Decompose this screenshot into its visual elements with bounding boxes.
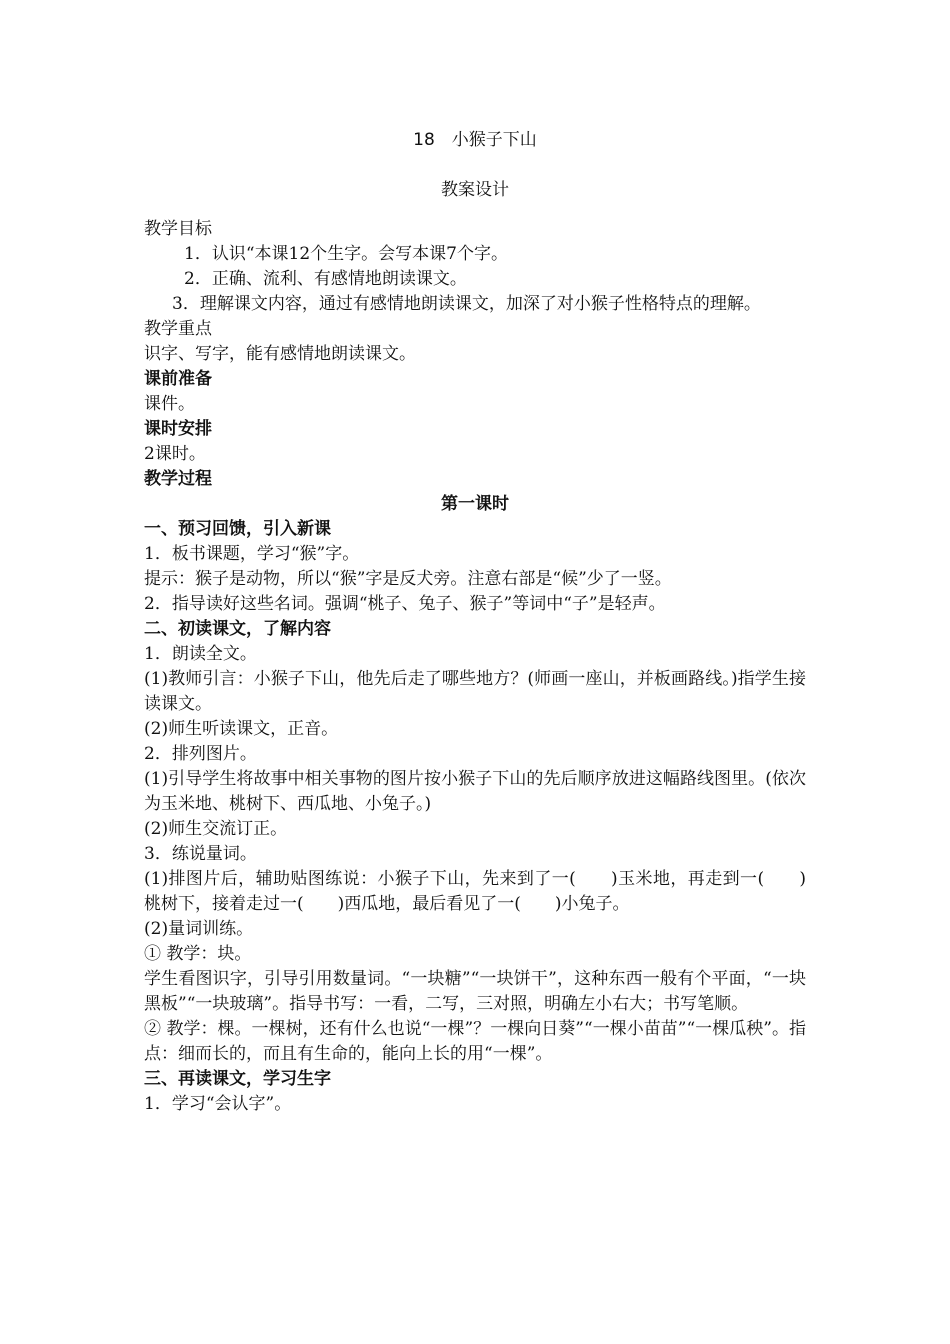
body-line: 1．板书课题，学习“猴”字。 xyxy=(144,544,360,564)
body-line: (1)教师引言：小猴子下山，他先后走了哪些地方？(师画一座山，并板画路线。)指学生接读课文。 xyxy=(144,669,806,714)
body-line: 1．学习“会认字”。 xyxy=(144,1094,292,1114)
body-line: 学生看图识字，引导引用数量词。“一块糖”“一块饼干”，这种东西一般有个平面，“一块黑板”“一块玻璃”。指导书写：一看，二写，三对照，明确左小右大；书写笔顺。 xyxy=(144,969,806,1014)
body-line: ① 教学：块。 xyxy=(144,944,252,964)
body-line: 2．正确、流利、有感情地朗读课文。 xyxy=(184,269,467,289)
body-line: 1．认识“本课12个生字。会写本课7个字。 xyxy=(184,244,508,264)
section-heading: 课前准备 xyxy=(144,369,212,389)
body-line: 2．指导读好这些名词。强调“桃子、兔子、猴子”等词中“子”是轻声。 xyxy=(144,594,666,614)
body-line: 识字、写字，能有感情地朗读课文。 xyxy=(144,344,416,364)
body-line: 3．理解课文内容，通过有感情地朗读课文，加深了对小猴子性格特点的理解。 xyxy=(172,294,761,314)
body-line: (1)排图片后，辅助贴图练说：小猴子下山，先来到了一( )玉米地，再走到一( )桃树下，接着走过一( )西瓜地，最后看见了一( )小兔子。 xyxy=(144,869,806,914)
body-line: 1．朗读全文。 xyxy=(144,644,257,664)
section-heading: 第一课时 xyxy=(441,494,509,514)
section-heading: 教学目标 xyxy=(144,219,212,239)
body-line: 2．排列图片。 xyxy=(144,744,257,764)
body-line: 3．练说量词。 xyxy=(144,844,257,864)
body-line: 2课时。 xyxy=(144,444,206,464)
body-line: (2)师生交流订正。 xyxy=(144,819,288,839)
body-line: (2)量词训练。 xyxy=(144,919,254,939)
lesson-title: 18 小猴子下山 xyxy=(413,130,537,150)
body-line: (1)引导学生将故事中相关事物的图片按小猴子下山的先后顺序放进这幅路线图里。(依次为玉米地、桃树下、西瓜地、小兔子。) xyxy=(144,769,806,814)
section-heading: 教学过程 xyxy=(144,469,212,489)
body-line: 课件。 xyxy=(144,394,195,414)
section-heading: 一、预习回馈，引入新课 xyxy=(144,519,331,539)
lesson-subtitle: 教案设计 xyxy=(441,180,509,200)
section-heading: 二、初读课文，了解内容 xyxy=(144,619,331,639)
body-line: ② 教学：棵。一棵树，还有什么也说“一棵”？一棵向日葵”“一棵小苗苗”“一棵瓜秧”。指点：细而长的，而且有生命的，能向上长的用“一棵”。 xyxy=(144,1019,806,1064)
section-heading: 课时安排 xyxy=(144,419,212,439)
body-line: 提示：猴子是动物，所以“猴”字是反犬旁。注意右部是“候”少了一竖。 xyxy=(144,569,672,589)
section-heading: 三、再读课文，学习生字 xyxy=(144,1069,331,1089)
lesson-body xyxy=(144,217,806,1117)
body-line: (2)师生听读课文，正音。 xyxy=(144,719,339,739)
section-heading: 教学重点 xyxy=(144,319,212,339)
document-page xyxy=(144,120,806,1117)
